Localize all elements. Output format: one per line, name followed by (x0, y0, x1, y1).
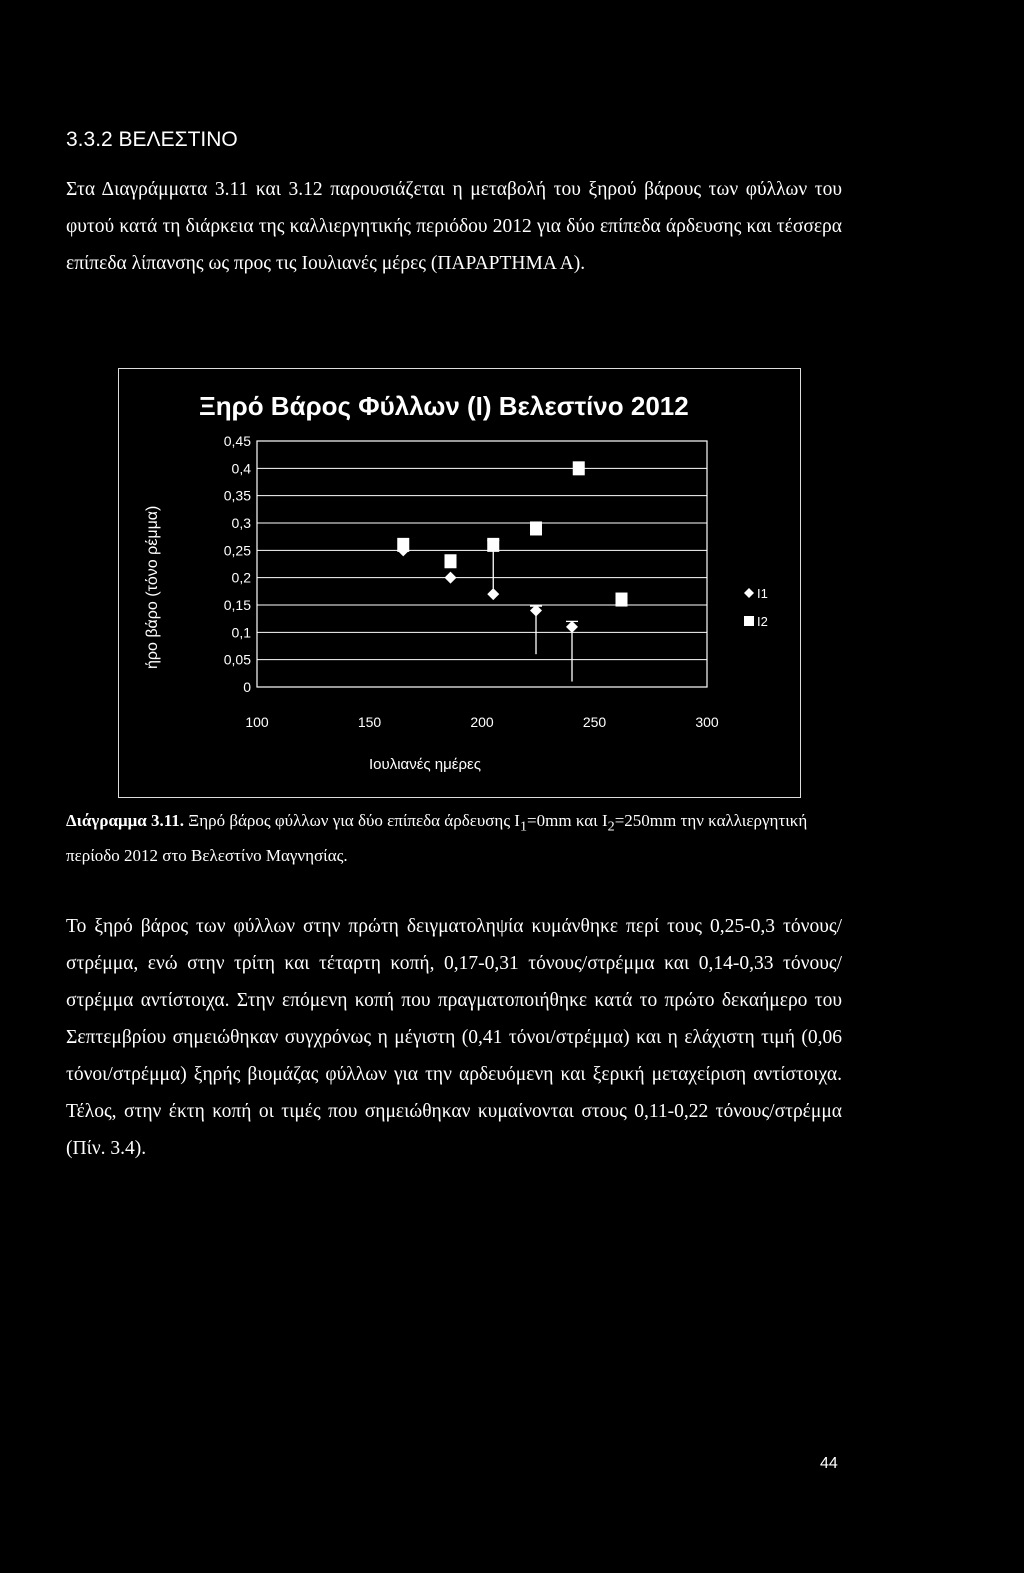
y-tick-label: 0,35 (223, 487, 251, 504)
caption-text-3: =250mm την καλλιεργητική περίοδο 2012 στο Βελεστίνο Μαγνησίας. (66, 811, 808, 866)
y-axis-label: ήρο βάρο (τόνο ρέμμα) (144, 505, 161, 669)
y-tick-label: 0,1 (231, 624, 251, 641)
y-tick-label: 0,4 (231, 460, 251, 477)
intro-paragraph (66, 171, 842, 282)
legend-label-i2: I2 (757, 614, 768, 629)
i2-point (397, 538, 409, 552)
legend-label-i1: I1 (757, 586, 768, 601)
y-tick-label: 0 (243, 679, 251, 695)
y-tick-label: 0,05 (223, 651, 251, 668)
i2-point (487, 538, 499, 552)
i1-point (445, 572, 457, 584)
chart-title: Ξηρό Βάρος Φύλλων (Ι) Βελεστίνο 2012 (199, 391, 689, 421)
x-axis-label: Ιουλιανές ημέρες (369, 756, 481, 773)
y-tick-label: 0,15 (223, 597, 251, 613)
i2-point (530, 521, 542, 535)
legend-marker-i2 (744, 616, 754, 626)
section-heading: 3.3.2 ΒΕΛΕΣΤΙΝΟ (66, 128, 238, 151)
x-tick-label: 150 (357, 714, 382, 730)
y-tick-label: 0,2 (231, 569, 251, 586)
i2-point (616, 593, 628, 607)
x-tick-label: 200 (470, 714, 494, 730)
caption-label: Διάγραμμα 3.11. (66, 811, 185, 830)
body-paragraph (66, 908, 842, 1167)
chart-figure (118, 368, 801, 798)
plot-area (257, 441, 707, 687)
x-tick-label: 100 (245, 714, 269, 730)
caption-text: Ξηρό βάρος φύλλων για δύο επίπεδα άρδευσης I (184, 811, 520, 830)
y-tick-label: 0,3 (231, 515, 251, 531)
legend-marker-i1 (744, 588, 754, 598)
figure-caption (66, 806, 856, 871)
caption-sub-2: 2 (607, 818, 615, 835)
i2-point (573, 461, 585, 475)
i2-point (445, 554, 457, 568)
y-tick-label: 0,25 (223, 542, 251, 559)
x-tick-label: 300 (695, 714, 719, 730)
caption-text-2: =0mm και I (527, 811, 608, 830)
y-tick-label: 0,45 (223, 433, 251, 449)
page-number: 44 (820, 1455, 838, 1472)
i1-point (566, 621, 578, 633)
x-tick-label: 250 (582, 714, 607, 730)
caption-sub-1: 1 (519, 818, 528, 835)
body-text: Το ξηρό βάρος των φύλλων στην πρώτη δειγματοληψία κυμάνθηκε περί τους 0,25-0,3 τόνους/στρέμμα, ενώ στην τρίτη και τέταρτη κοπή, 0,17-0,31 τόνους/στρέμμα και 0,14-0,33 τόνους/στρέμμα αντίστοιχα. Στην επόμενη κοπή που πραγματοποιήθηκε κατά το πρώτο δεκαήμερο του Σεπτεμβρίου σημειώθηκαν συγχρόνως η μέγιστη (0,41 τόνοι/στρέμμα) και η ελάχιστη τιμή (0,06 τόνοι/στρέμμα) ξηρής βιομάζας φύλλων για την αρδευόμενη και ξερική μεταχείριση αντίστοιχα. Τέλος, στην έκτη κοπή οι τιμές που σημειώθηκαν κυμαίνονται στους 0,11-0,22 τόνους/στρέμμα (Πίν. 3.4). (66, 916, 842, 1159)
dry-weight-chart (119, 369, 800, 797)
intro-text: Στα Διαγράμματα 3.11 και 3.12 παρουσιάζεται η μεταβολή του ξηρού βάρους των φύλλων του φυτού κατά τη διάρκεια της καλλιεργητικής περιόδου 2012 για δύο επίπεδα άρδευσης και τέσσερα επίπεδα λίπανσης ως προς τις Ιουλιανές μέρες (ΠΑΡΑΡΤΗΜΑ Α). (66, 179, 842, 274)
i1-point (487, 588, 499, 600)
